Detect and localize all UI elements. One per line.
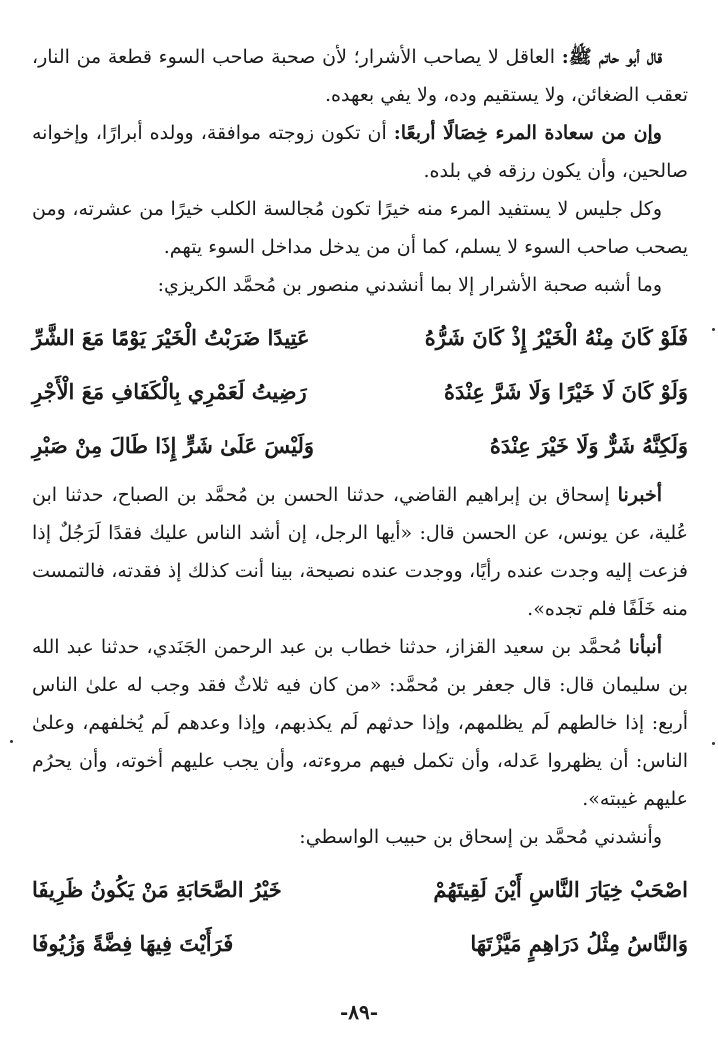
hemistich-second: خَيْرُ الصَّحَابَةِ مَنْ يَكُونُ ظَرِيفَا [32, 876, 282, 902]
paragraph-text: وما أشبه صحبة الأشرار إلا بما أنشدني منصور بن مُحمَّد الكريزي: [157, 274, 662, 296]
verse-line [32, 310, 688, 364]
paragraph-text: أن تكون زوجته موافقة، وولده أبرارًا، وإخوانه صالحين، وأن يكون رزقه في بلده. [32, 122, 688, 182]
paragraph-hasan-narration [32, 476, 688, 628]
paragraph-lead: قال أبو حاتم ﷺ: [561, 46, 663, 68]
verse-line [32, 418, 688, 472]
poem-1 [32, 310, 688, 472]
verse-line [32, 862, 688, 916]
margin-dot [712, 328, 715, 331]
paragraph-lead: أنبأنا [628, 636, 662, 658]
paragraph-text: وكل جليس لا يستفيد المرء منه خيرًا تكون مُجالسة الكلب خيرًا من عشرته، ومن يصحب صاحب السوء لا يسلم، كما أن من يدخل مداخل السوء يتهم. [32, 198, 688, 258]
hemistich-first: فَلَوْ كَانَ مِنْهُ الْخَيْرُ إِذْ كَانَ شَرُّهُ [424, 324, 688, 350]
paragraph-companion [32, 190, 688, 266]
paragraph-text: مُحمَّد بن سعيد القزاز، حدثنا خطاب بن عبد الرحمن الجَنَدي، حدثنا عبد الله بن سليمان قال: قال جعفر بن مُحمَّد: «من كان فيه ثلاثٌ فقد وجب له علىٰ الناس أربع: إذا خالطهم لَم يظلمهم، وإذا حدثهم لَم يكذبهم، وإذا وعدهم لَم يُخلفهم، وعلىٰ الناس: أن يظهروا عَدله، وأن تكمل فيهم مروءته، وأن يجب عليهم أخوته، وأن يحرُم عليهم غيبته». [32, 636, 688, 810]
paragraph-poem-intro-1 [32, 266, 688, 304]
paragraph-text: العاقل لا يصاحب الأشرار؛ لأن صحبة صاحب السوء قطعة من النار، تعقب الضغائن، ولا يستقيم وده، ولا يفي بعهده. [32, 46, 688, 106]
hemistich-first: وَالنَّاسُ مِثْلُ دَرَاهِمٍ مَيَّزْتَهَا [470, 930, 688, 956]
paragraph-four-traits [32, 114, 688, 190]
page-number: -٨٩- [339, 1000, 379, 1024]
poem-2 [32, 862, 688, 970]
paragraph-text: إسحاق بن إبراهيم القاضي، حدثنا الحسن بن مُحمَّد بن الصباح، حدثنا ابن عُلية، عن يونس، عن الحسن قال: «أيها الرجل، إن أشد الناس عليك فقدًا لَرَجُلٌ إذا فزعت إليه وجدت عنده رأيًا، ووجدت عنده نصيحة، بينا أنت كذلك إذ فقدته، فالتمست منه خَلَفًا فلم تجده». [32, 484, 688, 620]
hemistich-second: عَتِيدًا ضَرَبْتُ الْخَيْرَ يَوْمًا مَعَ الشَّرِّ [32, 324, 310, 350]
hemistich-first: وَلَكِنَّهُ شَرٌّ وَلَا خَيْرَ عِنْدَهُ [489, 432, 688, 458]
margin-dot [10, 740, 13, 743]
hemistich-second: رَضِيتُ لَعَمْرِي بِالْكَفَافِ مَعَ الْأَجْرِ [32, 378, 307, 404]
hemistich-second: فَرَأَيْتَ فِيهَا فِضَّةً وَزُيُوفَا [32, 930, 234, 956]
paragraph-text: وأنشدني مُحمَّد بن إسحاق بن حبيب الواسطي: [299, 826, 662, 848]
hemistich-first: وَلَوْ كَانَ لَا خَيْرًا وَلَا شَرَّ عِنْدَهُ [444, 378, 688, 404]
verse-line [32, 364, 688, 418]
paragraph-poem-intro-2 [32, 818, 688, 856]
page-body [32, 38, 688, 974]
hemistich-second: وَلَيْسَ عَلَىٰ شَرٍّ إِذَا طَالَ مِنْ صَبْرِ [32, 432, 315, 458]
paragraph-jafar-narration [32, 628, 688, 818]
margin-dot [712, 742, 715, 745]
paragraph-lead: وإن من سعادة المرء خِصَالًا أربعًا: [393, 122, 662, 144]
verse-line [32, 916, 688, 970]
hemistich-first: اصْحَبْ خِيَارَ النَّاسِ أَيْنَ لَقِيتَهُمْ [433, 876, 688, 902]
paragraph-lead: أخبرنا [617, 484, 662, 506]
paragraph-abu-hatim [32, 38, 688, 114]
